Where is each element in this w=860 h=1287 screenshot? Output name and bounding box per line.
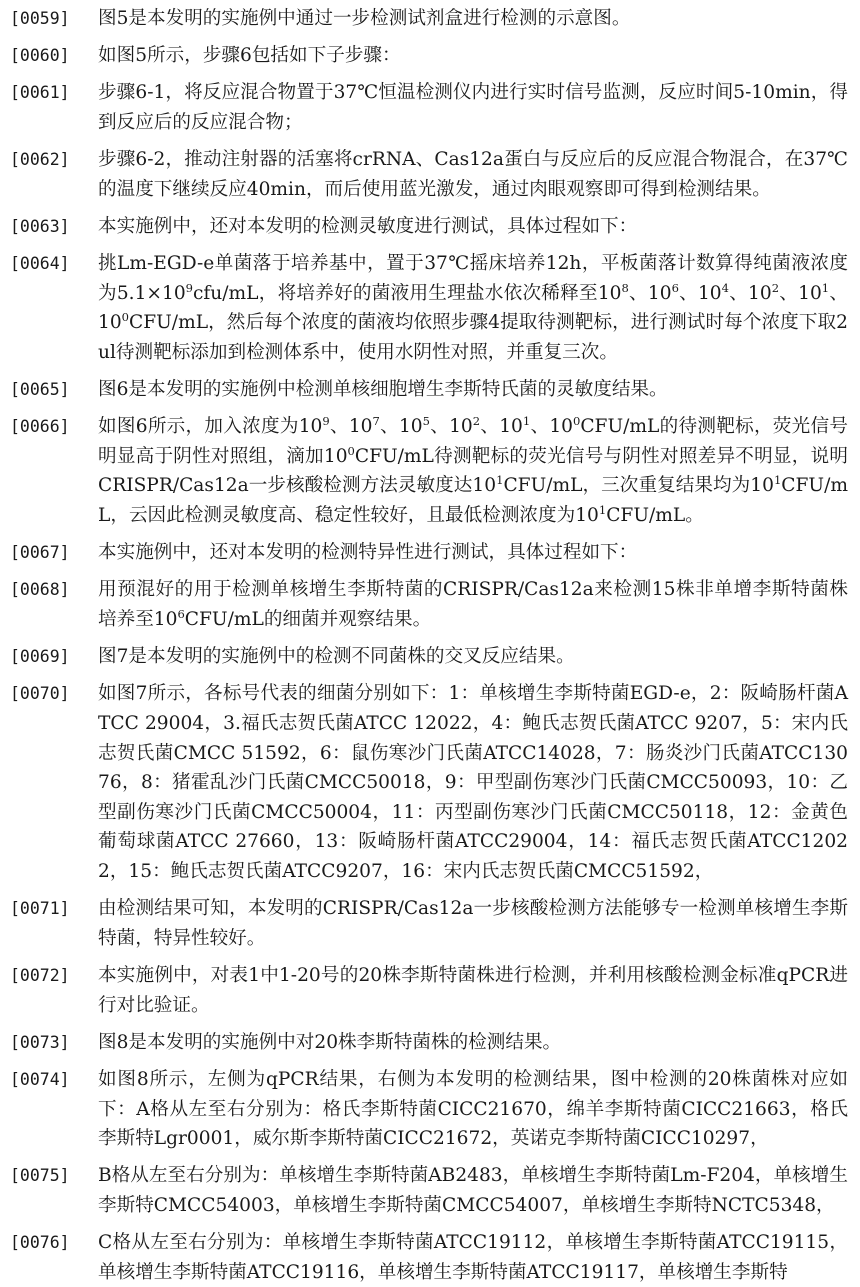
- paragraph-text: 如图7所示，各标号代表的细菌分别如下：1：单核增生李斯特菌EGD-e，2：阪崎肠杆菌ATCC 29004，3.福氏志贺氏菌ATCC 12022，4：鲍氏志贺氏菌ATCC 9207，5：宋内氏志贺氏菌CMCC 51592，6：鼠伤寒沙门氏菌ATCC14028，7：肠炎沙门氏菌ATCC13076，8：猪霍乱沙门氏菌CMCC50018，9：甲型副伤寒沙门氏菌CMCC50093，10：乙型副伤寒沙门氏菌CMCC50004，11：丙型副伤寒沙门氏菌CMCC50118，12：金黄色葡萄球菌ATCC 27660，13：阪崎肠杆菌ATCC29004，14：福氏志贺氏菌ATCC12022，15：鲍氏志贺氏菌ATCC9207，16：宋内氏志贺氏菌CMCC51592，: [98, 683, 848, 882]
- paragraph-number: [0076]: [10, 1233, 70, 1253]
- paragraph: [10, 1028, 848, 1058]
- paragraph-text: 本实施例中，对表1中1-20号的20株李斯特菌株进行检测，并利用核酸检测金标准qPCR进行对比验证。: [98, 964, 848, 1016]
- paragraph: [10, 41, 848, 71]
- paragraph-text: 本实施例中，还对本发明的检测灵敏度进行测试，具体过程如下：: [98, 215, 638, 237]
- paragraph: [10, 249, 848, 367]
- paragraph-text: 如图5所示，步骤6包括如下子步骤：: [98, 45, 401, 67]
- paragraph-text: C格从左至右分别为：单核增生李斯特菌ATCC19112，单核增生李斯特菌ATCC19115，单核增生李斯特菌ATCC19116，单核增生李斯特菌ATCC19117，单核增生李斯特: [98, 1232, 848, 1283]
- paragraph-text: 如图8所示，左侧为qPCR结果，右侧为本发明的检测结果，图中检测的20株菌株对应如下：A格从左至右分别为：格氏李斯特菌CICC21670，绵羊李斯特菌CICC21663，格氏李斯特Lgr0001，威尔斯李斯特菌CICC21672，英诺克李斯特菌CICC10297，: [98, 1068, 848, 1150]
- paragraph-number: [0071]: [10, 899, 70, 919]
- paragraph-number: [0061]: [10, 83, 70, 103]
- paragraph: [10, 1228, 848, 1287]
- paragraph-number: [0067]: [10, 543, 70, 563]
- paragraph-text: 如图6所示，加入浓度为$10^9$、$10^7$、$10^5$、$10^2$、$10^1$、$10^0CFU/mL$的待测靶标，荧光信号明显高于阴性对照组，滴加$10^0CFU/mL$待测靶标的荧光信号与阴性对照差异不明显，说明CRISPR/Cas12a一步核酸检测方法灵敏度达$10^1CFU/mL$，三次重复结果均为$10^1CFU/mL$，云因此检测灵敏度高、稳定性较好，且最低检测浓度为$10^1CFU/mL$。: [98, 414, 848, 527]
- paragraph-number: [0074]: [10, 1069, 70, 1089]
- paragraph-list: [10, 4, 848, 1287]
- paragraph-text: 图7是本发明的实施例中的检测不同菌株的交叉反应结果。: [98, 646, 575, 668]
- paragraph-text: 步骤6-1，将反应混合物置于37℃恒温检测仪内进行实时信号监测，反应时间5-10min，得到反应后的反应混合物；: [98, 82, 848, 133]
- paragraph-number: [0073]: [10, 1032, 70, 1052]
- paragraph-number: [0059]: [10, 9, 70, 28]
- paragraph-number: [0062]: [10, 150, 70, 170]
- paragraph-text: 用预混好的用于检测单核增生李斯特菌的CRISPR/Cas12a来检测15株非单增李斯特菌株培养至$10^6CFU/mL$的细菌并观察结果。: [98, 579, 848, 631]
- paragraph-text: 图8是本发明的实施例中对20株李斯特菌株的检测结果。: [98, 1031, 562, 1053]
- paragraph: [10, 642, 848, 672]
- paragraph: [10, 78, 848, 137]
- paragraph-text: 本实施例中，还对本发明的检测特异性进行测试，具体过程如下：: [98, 542, 638, 564]
- paragraph-text: 挑Lm-EGD-e单菌落于培养基中，置于37℃摇床培养12h，平板菌落计数算得纯菌液浓度为$5.1\times 10^9cfu/mL$，将培养好的菌液用生理盐水依次稀释至$10^8$、$10^6$、$10^4$、$10^2$、$10^1$、$10^0CFU/mL$，然后每个浓度的菌液均依照步骤4提取待测靶标，进行测试时每个浓度下取2ul待测靶标添加到检测体系中，使用水阴性对照，并重复三次。: [98, 253, 848, 363]
- paragraph: [10, 538, 848, 568]
- paragraph: [10, 145, 848, 204]
- paragraph-text: 图5是本发明的实施例中通过一步检测试剂盒进行检测的示意图。: [98, 8, 631, 29]
- paragraph: [10, 679, 848, 886]
- paragraph-number: [0070]: [10, 684, 70, 704]
- paragraph-number: [0066]: [10, 417, 70, 437]
- paragraph-number: [0075]: [10, 1166, 70, 1186]
- paragraph-number: [0063]: [10, 216, 70, 236]
- paragraph: [10, 575, 848, 634]
- paragraph-number: [0060]: [10, 46, 70, 66]
- paragraph: [10, 375, 848, 405]
- paragraph: [10, 4, 848, 34]
- paragraph: [10, 412, 848, 530]
- paragraph-number: [0072]: [10, 965, 70, 985]
- paragraph-text: 由检测结果可知，本发明的CRISPR/Cas12a一步核酸检测方法能够专一检测单核增生李斯特菌，特异性较好。: [98, 898, 848, 949]
- paragraph-text: B格从左至右分别为：单核增生李斯特菌AB2483，单核增生李斯特菌Lm-F204，单核增生李斯特CMCC54003，单核增生李斯特菌CMCC54007，单核增生李斯特NCTC5348，: [98, 1165, 848, 1216]
- paragraph: [10, 1065, 848, 1154]
- paragraph: [10, 1161, 848, 1220]
- paragraph-text: 图6是本发明的实施例中检测单核细胞增生李斯特氏菌的灵敏度结果。: [98, 379, 668, 401]
- paragraph: [10, 212, 848, 242]
- paragraph-number: [0064]: [10, 254, 70, 274]
- paragraph-number: [0065]: [10, 380, 70, 400]
- paragraph-number: [0068]: [10, 580, 70, 600]
- paragraph-text: 步骤6-2，推动注射器的活塞将crRNA、Cas12a蛋白与反应后的反应混合物混合，在37℃的温度下继续反应40min，而后使用蓝光激发，通过肉眼观察即可得到检测结果。: [98, 149, 848, 200]
- paragraph: [10, 894, 848, 953]
- paragraph: [10, 961, 848, 1020]
- paragraph-number: [0069]: [10, 647, 70, 667]
